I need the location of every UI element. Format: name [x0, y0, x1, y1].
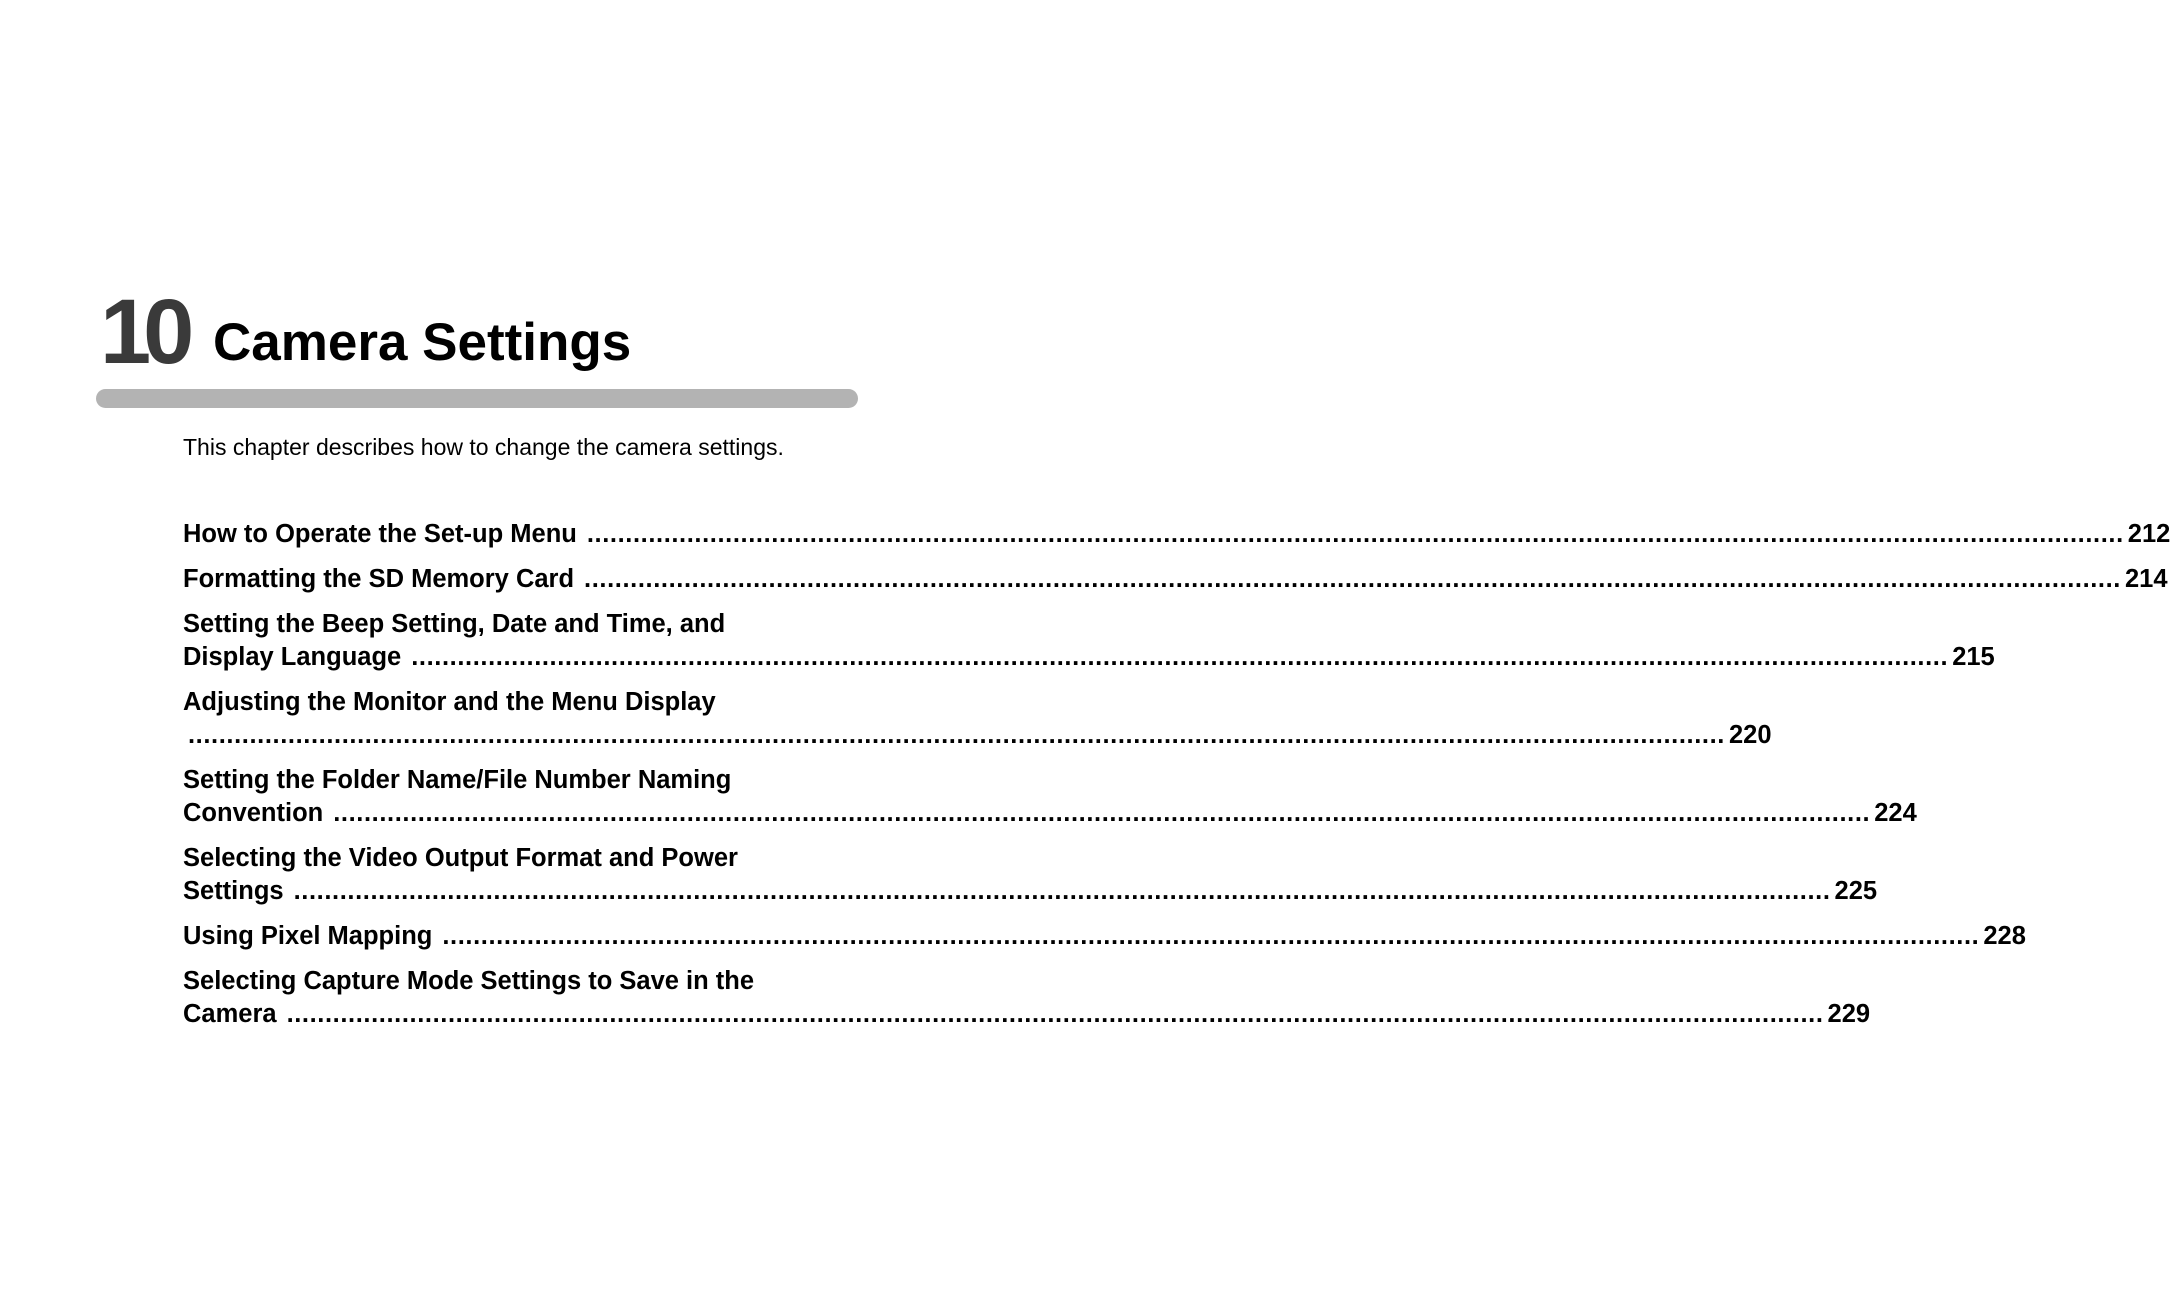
toc-entry-title: Display Language — [183, 643, 402, 671]
toc-entry-leader-line — [183, 920, 2026, 953]
toc-entry-leader-line — [183, 998, 1871, 1031]
toc-entry-title-line: Selecting Capture Mode Settings to Save in the — [183, 967, 755, 995]
toc-dot-leader: ........................................................................................................................................................................................................ — [286, 1000, 1824, 1028]
table-of-contents — [183, 518, 2170, 1043]
toc-entry[interactable] — [183, 764, 1917, 830]
toc-entry-title: Formatting the SD Memory Card — [183, 565, 575, 593]
toc-page-number: 229 — [1827, 1000, 1871, 1028]
chapter-intro: This chapter describes how to change the camera settings. — [183, 434, 784, 460]
toc-page-number: 228 — [1983, 922, 2026, 950]
toc-page-number: 225 — [1834, 877, 1878, 905]
toc-entry-leader-line — [183, 518, 2170, 551]
toc-entry-title: Convention — [183, 799, 324, 827]
toc-page-number: 215 — [1952, 643, 1995, 671]
toc-entry[interactable] — [183, 842, 1878, 908]
toc-entry-title: Camera — [183, 1000, 277, 1028]
toc-dot-leader: ........................................................................................................................................................................................................ — [188, 721, 1725, 749]
toc-dot-leader: ........................................................................................................................................................................................................ — [411, 643, 1949, 671]
chapter-divider — [96, 389, 858, 408]
toc-entry[interactable] — [183, 563, 2168, 596]
toc-entry-leader-line — [183, 875, 1878, 908]
toc-dot-leader: ........................................................................................................................................................................................................ — [333, 799, 1871, 827]
toc-dot-leader: ........................................................................................................................................................................................................ — [584, 565, 2121, 593]
toc-entry-leader-line — [183, 797, 1917, 830]
toc-page-number: 224 — [1874, 799, 1917, 827]
toc-entry-leader-line — [183, 563, 2168, 596]
toc-entry-title: How to Operate the Set-up Menu — [183, 520, 577, 548]
toc-entry-title-line: Adjusting the Monitor and the Menu Display — [183, 688, 716, 716]
toc-entry[interactable] — [183, 965, 1871, 1031]
toc-page-number: 220 — [1728, 721, 1772, 749]
toc-entry-title-line: Setting the Beep Setting, Date and Time, and — [183, 610, 726, 638]
toc-entry[interactable] — [183, 518, 2170, 551]
chapter-number: 10 — [100, 281, 187, 383]
toc-page-number: 212 — [2127, 520, 2170, 548]
toc-entry[interactable] — [183, 920, 2026, 953]
toc-entry[interactable] — [183, 608, 1995, 674]
toc-dot-leader: ........................................................................................................................................................................................................ — [442, 922, 1980, 950]
toc-page-number: 214 — [2125, 565, 2168, 593]
chapter-title: Camera Settings — [213, 313, 632, 372]
toc-entry-leader-line — [183, 719, 1772, 752]
toc-entry-title: Using Pixel Mapping — [183, 922, 433, 950]
toc-entry[interactable] — [183, 686, 1772, 752]
toc-entry-title: Settings — [183, 877, 284, 905]
toc-entry-leader-line — [183, 641, 1995, 674]
toc-dot-leader: ........................................................................................................................................................................................................ — [293, 877, 1831, 905]
toc-entry-title-line: Setting the Folder Name/File Number Naming — [183, 766, 732, 794]
toc-entry-title-line: Selecting the Video Output Format and Power — [183, 844, 738, 872]
toc-dot-leader: ........................................................................................................................................................................................................ — [586, 520, 2124, 548]
